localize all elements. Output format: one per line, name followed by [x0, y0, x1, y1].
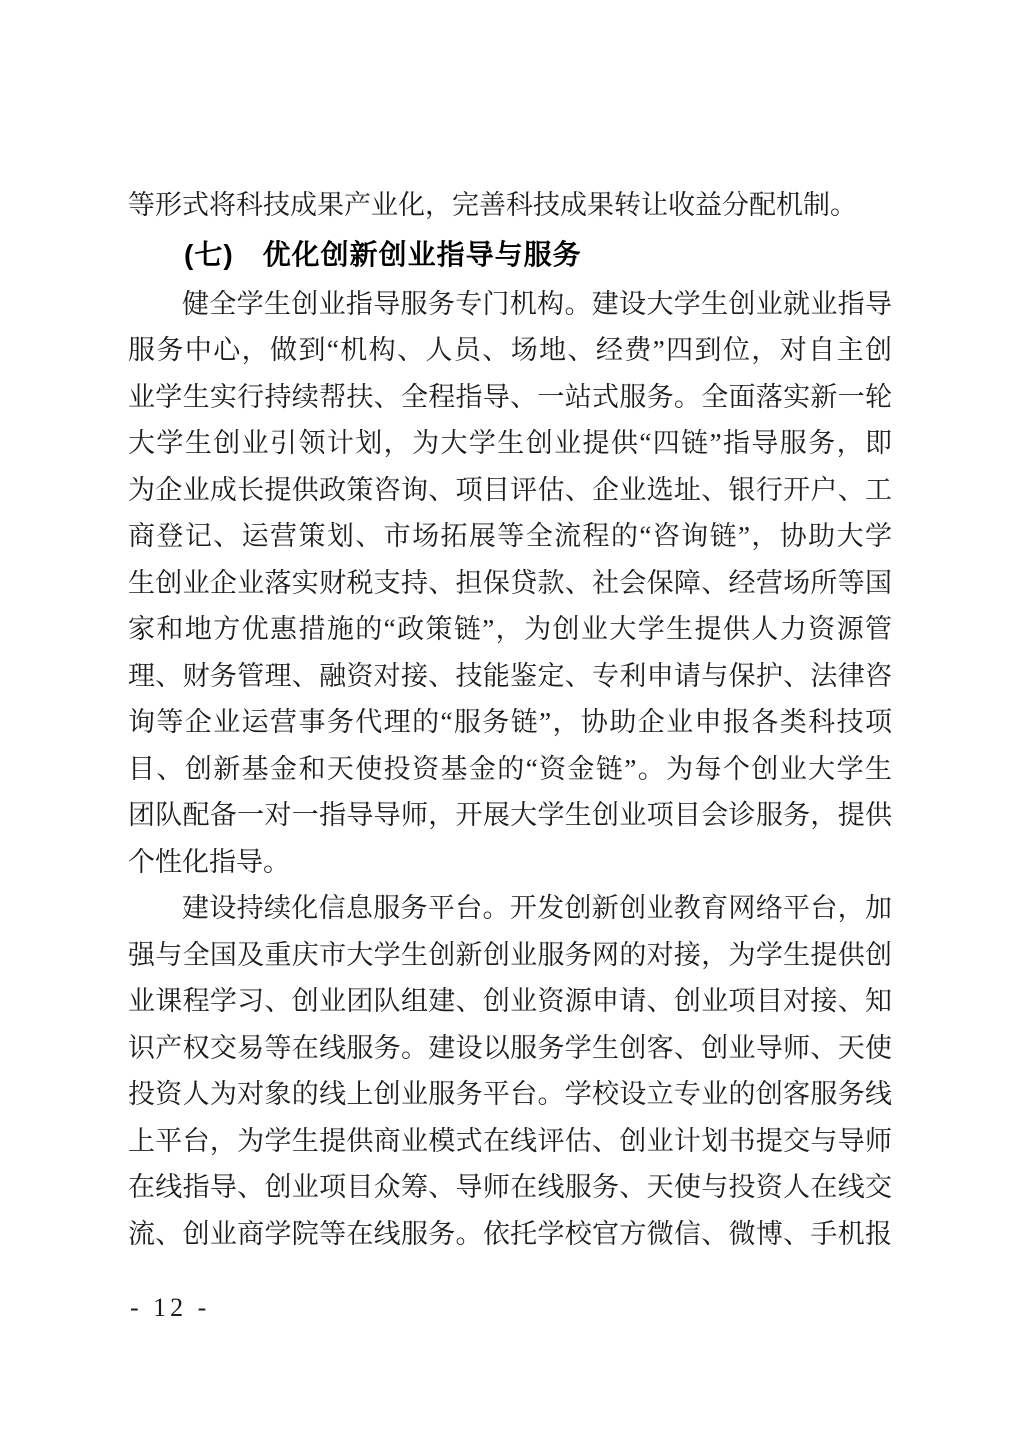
body-line: 健全学生创业指导服务专门机构。建设大学生创业就业指导: [182, 288, 892, 319]
body-line: 询等企业运营事务代理的“服务链”，协助企业申报各类科技项: [128, 707, 892, 737]
body-line: 强与全国及重庆市大学生创新创业服务网的对接，为学生提供创: [128, 939, 892, 970]
body-line: 建设持续化信息服务平台。开发创新创业教育网络平台，加: [182, 893, 892, 923]
body-line: 大学生创业引领计划，为大学生创业提供“四链”指导服务，即: [128, 428, 892, 458]
body-line: 商登记、运营策划、市场拓展等全流程的“咨询链”，协助大学: [128, 521, 892, 551]
body-line: 个性化指导。: [128, 846, 290, 877]
body-line: 团队配备一对一指导导师，开展大学生创业项目会诊服务，提供: [128, 800, 892, 830]
body-line: 家和地方优惠措施的“政策链”，为创业大学生提供人力资源管: [128, 614, 892, 644]
body-line: 在线指导、创业项目众筹、导师在线服务、天使与投资人在线交: [128, 1172, 892, 1202]
document-body: [128, 182, 892, 1257]
body-line: 目、创新基金和天使投资基金的“资金链”。为每个创业大学生: [128, 753, 892, 784]
body-line: 投资人为对象的线上创业服务平台。学校设立专业的创客服务线: [128, 1079, 892, 1109]
body-line: 业课程学习、创业团队组建、创业资源申请、创业项目对接、知: [128, 986, 892, 1016]
body-line: 理、财务管理、融资对接、技能鉴定、专利申请与保护、法律咨: [128, 660, 892, 691]
body-line: 识产权交易等在线服务。建设以服务学生创客、创业导师、天使: [128, 1032, 892, 1063]
body-line: 流、创业商学院等在线服务。依托学校官方微信、微博、手机报: [128, 1218, 892, 1249]
body-line: 生创业企业落实财税支持、担保贷款、社会保障、经营场所等国: [128, 567, 892, 598]
body-line: 服务中心，做到“机构、人员、场地、经费”四到位，对自主创: [128, 335, 892, 365]
body-line: 上平台，为学生提供商业模式在线评估、创业计划书提交与导师: [128, 1125, 892, 1156]
page-number: - 12 -: [130, 1293, 211, 1322]
body-line: 为企业成长提供政策咨询、项目评估、企业选址、银行开户、工: [128, 474, 892, 505]
body-line: 等形式将科技成果产业化，完善科技成果转让收益分配机制。: [128, 190, 857, 220]
section-heading: (七) 优化创新创业指导与服务: [184, 238, 582, 270]
body-line: 业学生实行持续帮扶、全程指导、一站式服务。全面落实新一轮: [128, 381, 892, 412]
